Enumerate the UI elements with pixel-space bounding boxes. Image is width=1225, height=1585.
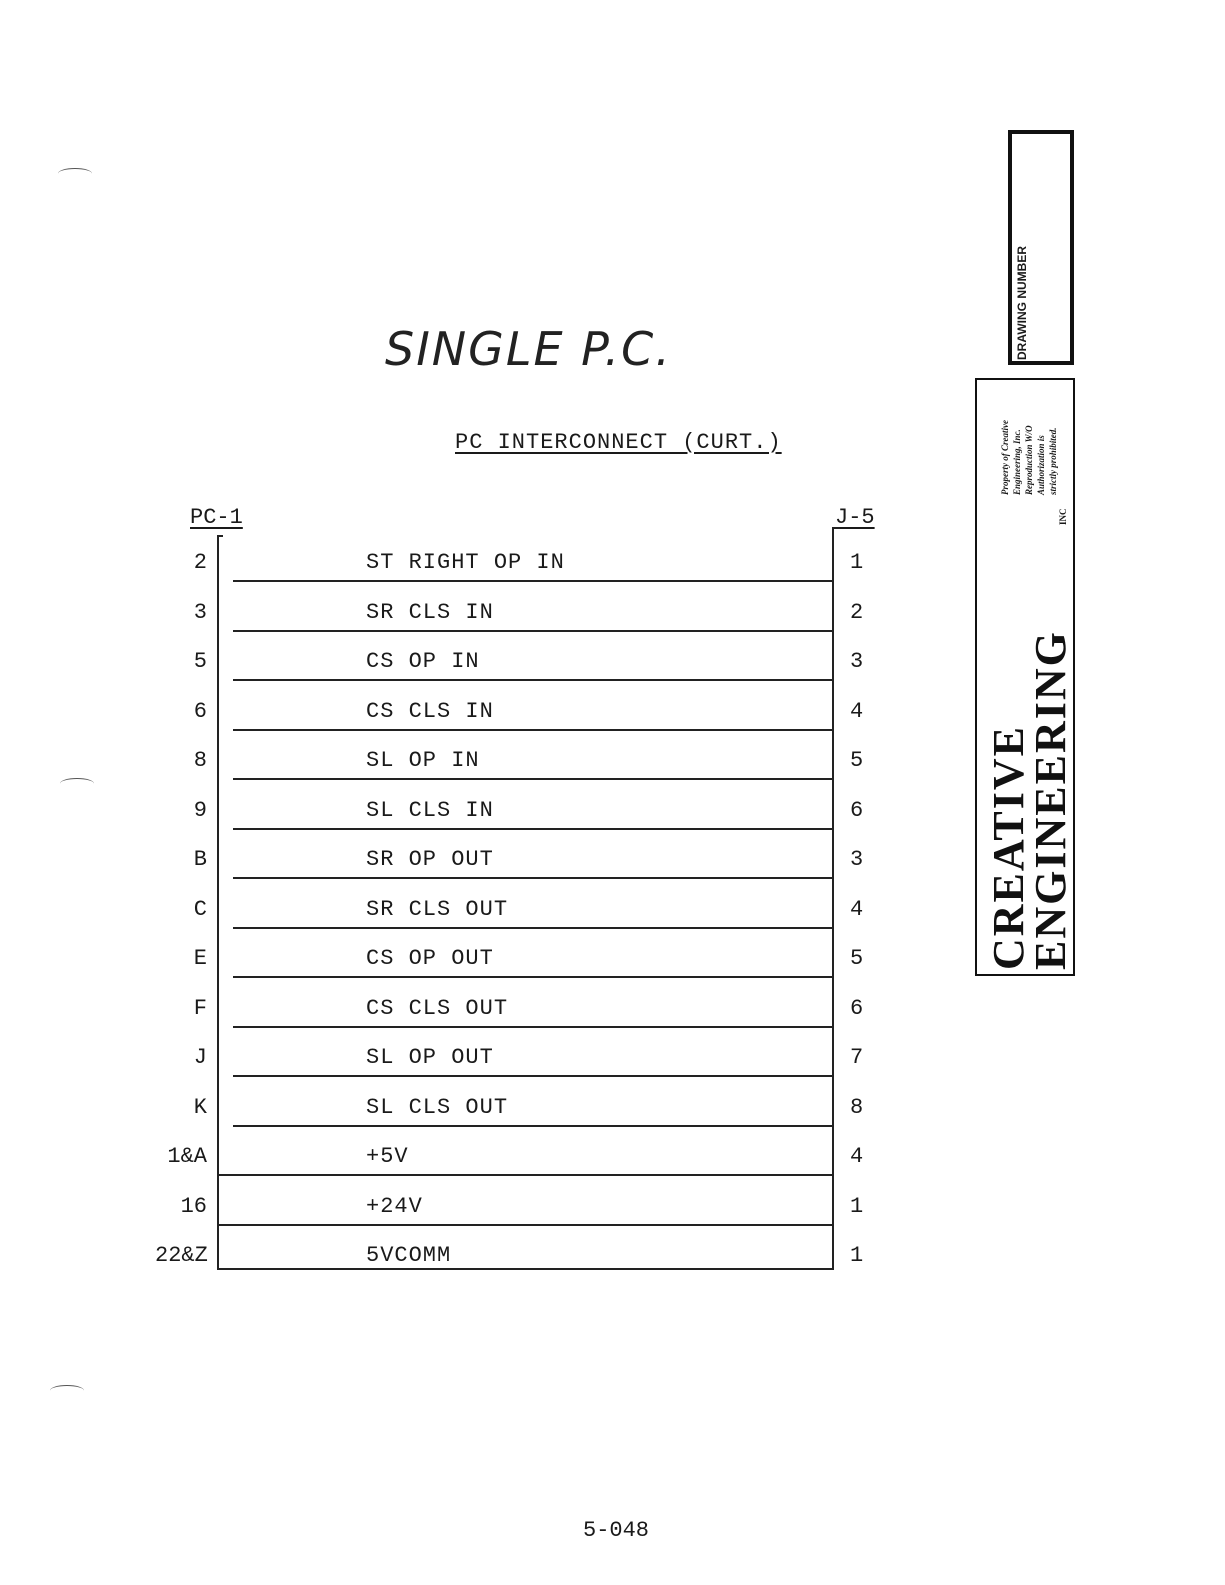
left-pin-label: E: [193, 946, 207, 971]
left-pin-label: F: [193, 995, 207, 1021]
right-bus-cap: [832, 527, 840, 529]
page-number: 5-048: [583, 1518, 650, 1543]
page-title: SINGLE P.C.: [385, 322, 672, 376]
wire-row: [0, 984, 1225, 1034]
signal-name: +24V: [366, 1193, 423, 1219]
wire-line: [233, 976, 834, 978]
right-pin-label: 2: [850, 599, 864, 625]
punch-mark: [50, 1385, 84, 1396]
right-pin-label: 1: [850, 1193, 864, 1219]
right-pin-label: 4: [850, 698, 864, 724]
wire-row: [0, 1033, 1225, 1083]
left-pin-label: 16: [180, 1193, 207, 1219]
wire-line: [233, 580, 834, 582]
right-pin-label: 3: [850, 847, 864, 872]
left-pin-label: 5: [193, 649, 207, 674]
left-pin-label: 2: [193, 550, 207, 575]
wire-row: [0, 1182, 1225, 1232]
notice-line-2: Engineering, Inc.: [1012, 429, 1022, 495]
wire-line: [233, 927, 834, 929]
left-pin-label: B: [193, 847, 207, 872]
company-suffix: INC: [1058, 508, 1068, 525]
notice-line-4: Authorization is: [1036, 435, 1046, 495]
right-pin-label: 6: [850, 995, 864, 1021]
notice-line-1: Property of Creative: [1000, 420, 1010, 495]
right-pin-label: 4: [850, 896, 864, 922]
right-pin-label: 8: [850, 1094, 864, 1120]
signal-name: SR OP OUT: [366, 847, 494, 872]
notice-line-5: strictly prohibited.: [1048, 427, 1058, 495]
signal-name: SL OP OUT: [366, 1045, 494, 1070]
drawing-number-label: DRAWING NUMBER: [1015, 246, 1029, 360]
wire-line: [217, 1174, 834, 1176]
right-pin-label: 5: [850, 748, 864, 773]
signal-name: CS CLS IN: [366, 698, 494, 724]
signal-name: CS OP IN: [366, 649, 480, 674]
right-pin-label: 4: [850, 1144, 864, 1169]
company-name-line-1: CREATIVE: [984, 724, 1033, 970]
bottom-bus-line: [217, 1268, 834, 1270]
wire-row: [0, 1132, 1225, 1182]
wire-row: [0, 1083, 1225, 1133]
right-pin-label: 1: [850, 1243, 864, 1268]
punch-mark: [58, 168, 92, 179]
left-pin-label: K: [193, 1094, 207, 1120]
left-pin-label: 22&Z: [155, 1243, 208, 1268]
left-pin-label: 9: [193, 797, 207, 823]
signal-name: SL CLS IN: [366, 797, 494, 823]
signal-name: CS OP OUT: [366, 946, 494, 971]
left-pin-label: 1&A: [167, 1144, 207, 1169]
wire-line: [217, 1224, 834, 1226]
left-bus-cap: [217, 535, 223, 537]
left-pin-label: J: [193, 1045, 207, 1070]
wire-line: [233, 778, 834, 780]
wire-line: [233, 1026, 834, 1028]
signal-name: SR CLS IN: [366, 599, 494, 625]
signal-name: +5V: [366, 1144, 409, 1169]
left-pin-label: C: [193, 896, 207, 922]
right-pin-label: 7: [850, 1045, 864, 1070]
company-name-line-2: ENGINEERING: [1026, 630, 1075, 970]
right-pin-label: 3: [850, 649, 864, 674]
left-connector-label: PC-1: [190, 505, 243, 530]
diagram-subtitle: PC INTERCONNECT (CURT.): [455, 430, 782, 455]
wire-line: [233, 630, 834, 632]
signal-name: SL OP IN: [366, 748, 480, 773]
wire-row: [0, 1231, 1225, 1281]
notice-line-3: Reproduction W/O: [1024, 425, 1034, 495]
wire-line: [233, 1075, 834, 1077]
signal-name: 5VCOMM: [366, 1243, 452, 1268]
right-pin-label: 5: [850, 946, 864, 971]
signal-name: SR CLS OUT: [366, 896, 509, 922]
wire-line: [233, 729, 834, 731]
right-connector-label: J-5: [835, 505, 875, 530]
right-pin-label: 1: [850, 550, 864, 575]
wire-line: [233, 828, 834, 830]
wire-line: [233, 877, 834, 879]
right-pin-label: 6: [850, 797, 864, 823]
wire-line: [233, 1125, 834, 1127]
signal-name: ST RIGHT OP IN: [366, 550, 565, 575]
punch-mark: [60, 778, 94, 789]
wire-line: [233, 679, 834, 681]
signal-name: SL CLS OUT: [366, 1094, 509, 1120]
left-pin-label: 8: [193, 748, 207, 773]
left-pin-label: 3: [193, 599, 207, 625]
left-pin-label: 6: [193, 698, 207, 724]
signal-name: CS CLS OUT: [366, 995, 509, 1021]
